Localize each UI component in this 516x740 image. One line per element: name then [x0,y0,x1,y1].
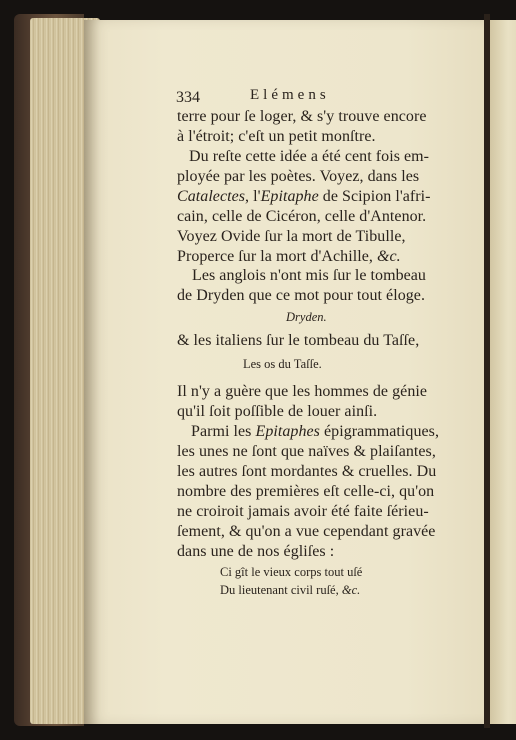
text-line: qu'il ſoit poſſible de louer ainſi. [177,403,378,420]
text-line: terre pour ſe loger, & s'y trouve encore [177,108,427,125]
text-line [191,424,439,440]
text-line: ſement, & qu'on a vue cependant gravée [177,523,436,540]
text-line: ne croiroit jamais avoir été faite ſérieu- [177,503,429,520]
text-line: dans une de nos égliſes : [177,543,335,560]
italic-span: Catalectes [177,188,246,205]
epitaph-tasse: Les os du Taſſe. [243,357,322,371]
text-line: & les italiens ſur le tombeau du Taſſe, [177,332,420,349]
text-line: Il n'y a guère que les hommes de génie [177,383,428,400]
text-line: Voyez Ovide ſur la mort de Tibulle, [177,228,406,245]
epitaph-dryden: Dryden. [286,310,327,324]
text-line: de Dryden que ce mot pour tout éloge. [177,287,425,304]
text-span: épigrammatiques, [319,423,439,440]
text-line: les autres ſont mordantes & cruelles. Du [177,463,437,480]
verse-line: Ci gît le vieux corps tout uſé [220,565,363,579]
text-span: Parmi les [191,423,256,440]
italic-span: Epitaphe [260,188,319,205]
page-paper [84,20,486,724]
text-line: Du reſte cette idée a été cent fois em- [189,148,430,165]
italic-span: &c. [376,248,401,265]
text-span: Du lieutenant civil ruſé, [220,583,342,597]
text-line [177,189,431,205]
text-line: cain, celle de Cicéron, celle d'Antenor. [177,208,427,225]
text-line: à l'étroit; c'eſt un petit monſtre. [177,128,376,145]
text-line [177,249,401,265]
page-number: 334 [176,89,200,106]
running-head: Elémens [250,87,330,103]
verse-line [220,584,360,597]
facing-page-edge [490,20,516,724]
text-line: nombre des premières eſt celle-ci, qu'on [177,483,435,500]
text-line: ployée par les poètes. Voyez, dans les [177,168,420,185]
italic-span: &c. [341,583,361,597]
text-span: Properce ſur la mort d'Achille, [177,248,377,265]
text-span: , l' [245,188,261,205]
italic-span: Epitaphes [255,423,320,440]
text-span: de Scipion l'afri- [318,188,431,205]
text-line: les unes ne ſont que naïves & plaiſantes, [177,443,436,460]
text-line: Les anglois n'ont mis ſur le tombeau [192,267,426,284]
